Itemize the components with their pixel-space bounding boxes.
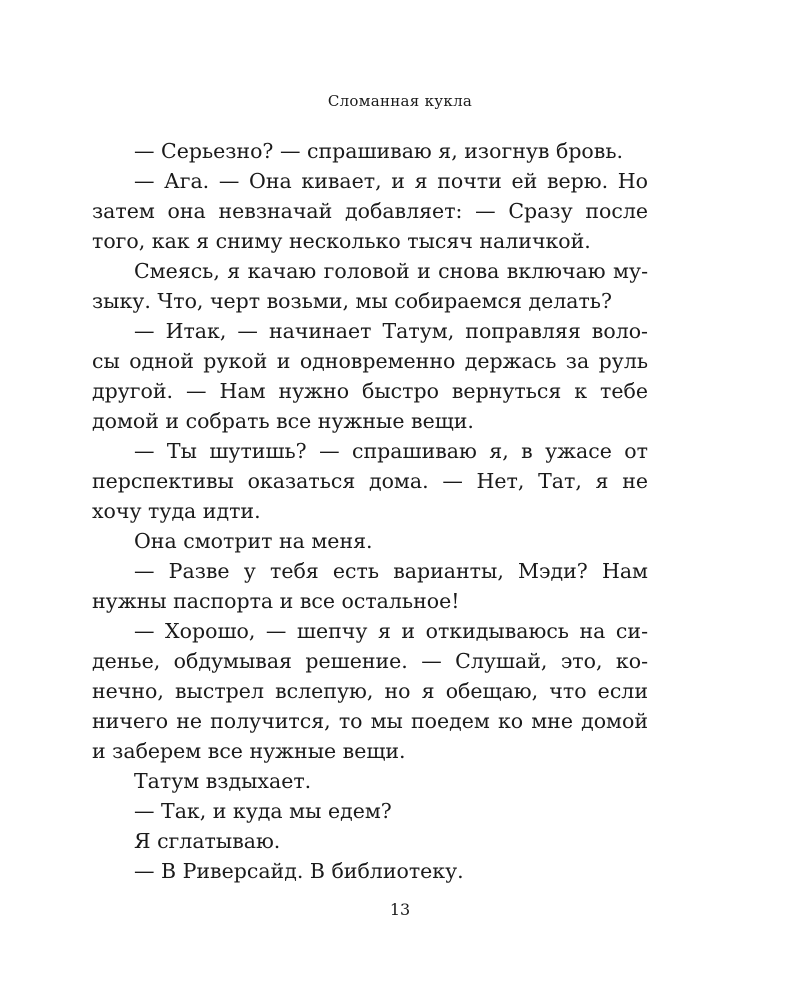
text-line: — В Риверсайд. В библиотеку. [134,859,464,883]
text-line: зыку. Что, черт возьми, мы собираемся делать? [92,289,612,313]
text-line: Татум вздыхает. [134,769,312,793]
page-number: 13 [389,900,411,919]
text-line: — Ты шутишь? — спрашиваю я, в ужасе от [134,439,648,463]
text-line: того, как я сниму несколько тысяч наличкой. [92,229,591,253]
text-line: хочу туда идти. [92,499,261,523]
text-line: другой. — Нам нужно быстро вернуться к тебе [92,379,648,403]
text-line: домой и собрать все нужные вещи. [92,409,474,433]
text-line: Она смотрит на меня. [134,529,373,553]
running-head-title: Сломанная кукла [327,92,473,110]
text-line: и заберем все нужные вещи. [92,739,406,763]
text-line: перспективы оказаться дома. — Нет, Тат, я не [92,469,648,493]
text-line: нужны паспорта и все остальное! [92,589,460,613]
text-line: денье, обдумывая решение. — Слушай, это, ко- [92,649,648,673]
text-line: — Ага. — Она кивает, и я почти ей верю. Но [134,169,648,193]
text-line: — Хорошо, — шепчу я и откидываюсь на си- [134,619,648,643]
text-line: сы одной рукой и одновременно держась за руль [92,349,648,373]
body-text [92,136,648,886]
text-line: ничего не получится, то мы поедем ко мне домой [92,709,648,733]
text-line: — Итак, — начинает Татум, поправляя воло- [134,319,648,343]
text-line: нечно, выстрел вслепую, но я обещаю, что если [92,679,648,703]
text-line: — Разве у тебя есть варианты, Мэди? Нам [134,559,648,583]
text-line: Я сглатываю. [134,829,281,853]
text-line: — Серьезно? — спрашиваю я, изогнув бровь. [134,139,623,163]
text-line: — Так, и куда мы едем? [134,799,392,823]
text-line: затем она невзначай добавляет: — Сразу после [92,199,648,223]
text-line: Смеясь, я качаю головой и снова включаю му- [134,259,648,283]
